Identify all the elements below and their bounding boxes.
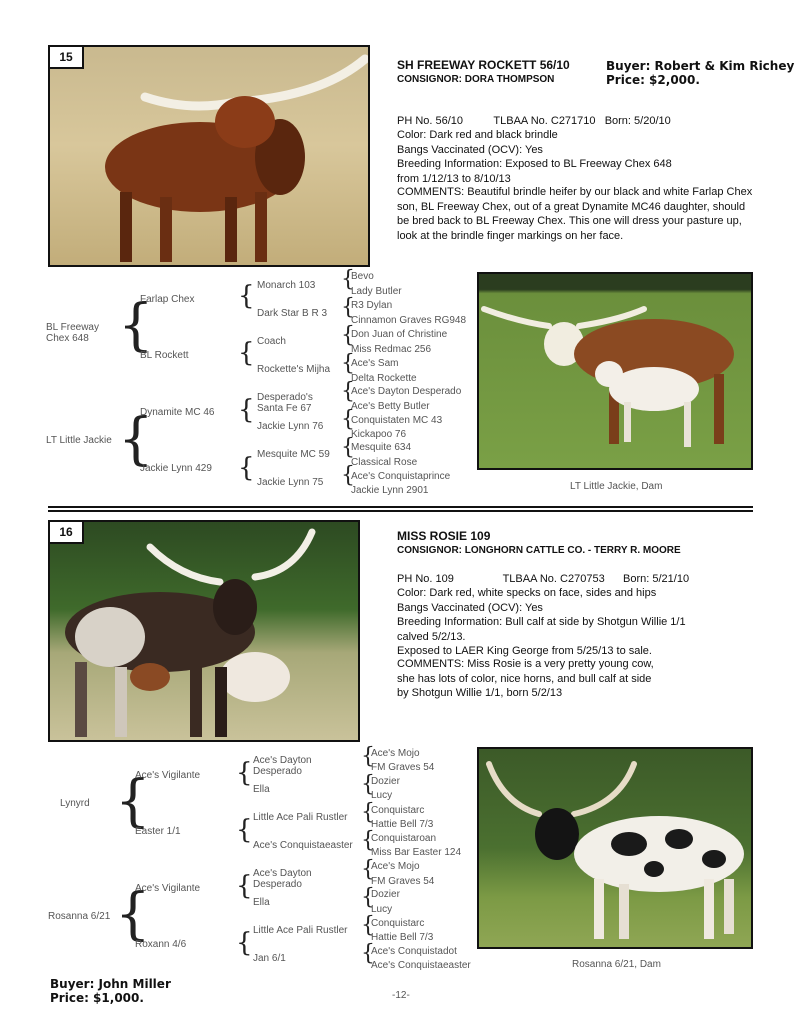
lot16-detail-line: PH No. 109 TLBAA No. C270753 Born: 5/21/10 [397,572,690,585]
brace: { [361,941,375,966]
ped-gen3: Jackie Lynn 75 [257,477,324,488]
lot15-detail-line: from 1/12/13 to 8/10/13 [397,172,511,185]
lot15-buyer: Buyer: Robert & Kim Richey [606,59,795,73]
ped-gen3: Dark Star B R 3 [257,308,328,319]
brace: { [115,769,151,834]
lot16-buyer: Buyer: John Miller [50,977,171,991]
lot16-detail-line: Breeding Information: Bull calf at side by Shotgun Willie 1/1 [397,616,686,628]
brace: { [361,772,375,797]
ped-gen4: Conquistaten MC 43 [351,415,443,426]
ped-gen4: Cinnamon Graves RG948 [351,315,467,326]
lot16-main-photo [48,520,360,742]
brace: { [341,407,355,432]
ped-gen4: Conquistarc [371,805,425,816]
brace: { [341,351,355,376]
lot16-dam-photo [477,747,753,949]
ped-gen2: Farlap Chex [140,294,195,305]
ped-gen3: Desperado's Santa Fe 67 [257,392,313,414]
lot15-consignor: CONSIGNOR: DORA THOMPSON [397,74,555,85]
brace: { [236,758,253,788]
ped-gen3: Monarch 103 [257,280,316,291]
brace: { [361,828,375,853]
lot15-details [397,99,757,186]
ped-gen4: Bevo [351,271,374,282]
brace: { [238,338,255,368]
lot15-detail-line: Color: Dark red and black brindle [397,129,558,141]
ped-gen2: Jackie Lynn 429 [140,463,212,474]
ped-gen4: R3 Dylan [351,300,393,311]
brace: { [118,293,154,358]
ped-gen4: FM Graves 54 [371,762,435,773]
ped-gen3: Coach [257,336,286,347]
ped-gen4: Kickapoo 76 [351,429,407,440]
ped-gen2: BL Rockett [140,350,189,361]
brace: { [341,267,355,292]
ped-gen1: LT Little Jackie [46,435,112,446]
ped-gen4: Ace's Conquistaeaster [371,960,471,971]
brace: { [238,281,255,311]
ped-gen4: Miss Redmac 256 [351,344,432,355]
ped-gen4: Ace's Dayton Desperado [351,386,462,397]
lot16-dam-cow-image [479,749,753,949]
brace: { [361,744,375,769]
lot16-comment-line: by Shotgun Willie 1/1, born 5/2/13 [397,687,563,699]
section-divider [48,510,753,512]
ped-gen4: Jackie Lynn 2901 [351,485,429,496]
lot16-comments [397,657,757,701]
ped-gen3: Jackie Lynn 76 [257,421,324,432]
ped-gen3: Mesquite MC 59 [257,449,330,460]
ped-gen3: Ace's Conquistaeaster [253,840,353,851]
lot15-number: 15 [50,47,84,69]
lot16-comment-line: COMMENTS: Miss Rosie is a very pretty young cow, [397,658,654,670]
ped-gen4: Lady Butler [351,286,402,297]
lot16-price: Price: $1,000. [50,991,144,1005]
lot16-detail-line: Exposed to LAER King George from 5/25/13 to sale. [397,645,652,657]
ped-gen4: Classical Rose [351,457,418,468]
brace: { [118,407,154,472]
ped-gen4: Ace's Mojo [371,748,420,759]
lot15-comments: COMMENTS: Beautiful brindle heifer by our black and white Farlap Chex son, BL Freeway Chex, out of a great Dynamite MC46 daughter, should be bred back to BL Freeway Chex. This one will dress your pasture up, look at the brindle finger markings on her face. [397,186,753,242]
brace: { [341,295,355,320]
lot15-title: SH FREEWAY ROCKETT 56/10 [397,58,570,72]
ped-gen3: Ace's Dayton Desperado [253,868,312,890]
brace: { [236,928,253,958]
lot15-dam-photo [477,272,753,470]
lot15-cow-image [50,47,370,267]
brace: { [341,379,355,404]
brace: { [115,882,151,947]
brace: { [341,463,355,488]
ped-gen3: Ella [253,784,270,795]
brace: { [238,395,255,425]
ped-gen4: Lucy [371,790,393,801]
lot16-dam-caption: Rosanna 6/21, Dam [572,959,661,970]
lot16-detail-line: Color: Dark red, white specks on face, sides and hips [397,587,657,599]
brace: { [236,815,253,845]
section-divider [48,506,753,508]
ped-gen4: Ace's Sam [351,358,399,369]
lot16-detail-line: calved 5/2/13. [397,630,466,643]
ped-gen2: Ace's Vigilante [135,883,201,894]
ped-gen4: Delta Rockette [351,373,417,384]
ped-gen4: Conquistarc [371,918,425,929]
ped-gen4: Don Juan of Christine [351,329,448,340]
ped-gen3: Little Ace Pali Rustler [253,925,348,936]
ped-gen4: Lucy [371,904,393,915]
ped-gen1: Rosanna 6/21 [48,911,111,922]
ped-gen1: Lynyrd [60,798,90,809]
lot15-detail-line: Bangs Vaccinated (OCV): Yes [397,143,543,156]
lot16-cow-image [50,522,360,742]
brace: { [361,857,375,882]
brace: { [361,800,375,825]
brace: { [361,913,375,938]
lot16-consignor: CONSIGNOR: LONGHORN CATTLE CO. - TERRY R. MOORE [397,545,681,556]
ped-gen3: Ella [253,897,270,908]
brace: { [341,435,355,460]
lot15-detail-line: Breeding Information: Exposed to BL Freeway Chex 648 [397,158,672,170]
ped-gen4: Ace's Conquistadot [371,946,457,957]
ped-gen4: Hattie Bell 7/3 [371,819,434,830]
brace: { [361,885,375,910]
brace: { [238,453,255,483]
ped-gen4: Conquistaroan [371,833,437,844]
lot16-title: MISS ROSIE 109 [397,529,491,543]
lot16-detail-line: Bangs Vaccinated (OCV): Yes [397,601,543,614]
ped-gen4: Dozier [371,776,400,787]
ped-gen3: Ace's Dayton Desperado [253,755,312,777]
ped-gen4: Miss Bar Easter 124 [371,847,462,858]
lot16-details [397,557,767,659]
ped-gen4: Dozier [371,889,400,900]
ped-gen2: Easter 1/1 [135,826,181,837]
ped-gen4: Mesquite 634 [351,442,412,453]
lot15-dam-caption: LT Little Jackie, Dam [570,481,663,492]
brace: { [341,323,355,348]
ped-gen3: Little Ace Pali Rustler [253,812,348,823]
ped-gen4: Ace's Mojo [371,861,420,872]
lot15-detail-line: PH No. 56/10 TLBAA No. C271710 Born: 5/20/10 [397,114,671,127]
lot16-number: 16 [50,522,84,544]
lot15-dam-cows-image [479,274,753,470]
lot16-comment-line: she has lots of color, nice horns, and bull calf at side [397,672,652,685]
lot15-main-photo [48,45,370,267]
ped-gen4: FM Graves 54 [371,876,435,887]
ped-gen4: Hattie Bell 7/3 [371,932,434,943]
ped-gen3: Rockette's Mijha [257,364,331,375]
ped-gen4: Ace's Betty Butler [351,401,430,412]
ped-gen2: Dynamite MC 46 [140,407,215,418]
ped-gen1: BL Freeway Chex 648 [46,322,99,344]
ped-gen4: Ace's Conquistaprince [351,471,451,482]
ped-gen2: Ace's Vigilante [135,770,201,781]
lot15-price: Price: $2,000. [606,73,700,87]
brace: { [236,871,253,901]
page-number: -12- [392,990,410,1001]
ped-gen3: Jan 6/1 [253,953,286,964]
ped-gen2: Roxann 4/6 [135,939,187,950]
